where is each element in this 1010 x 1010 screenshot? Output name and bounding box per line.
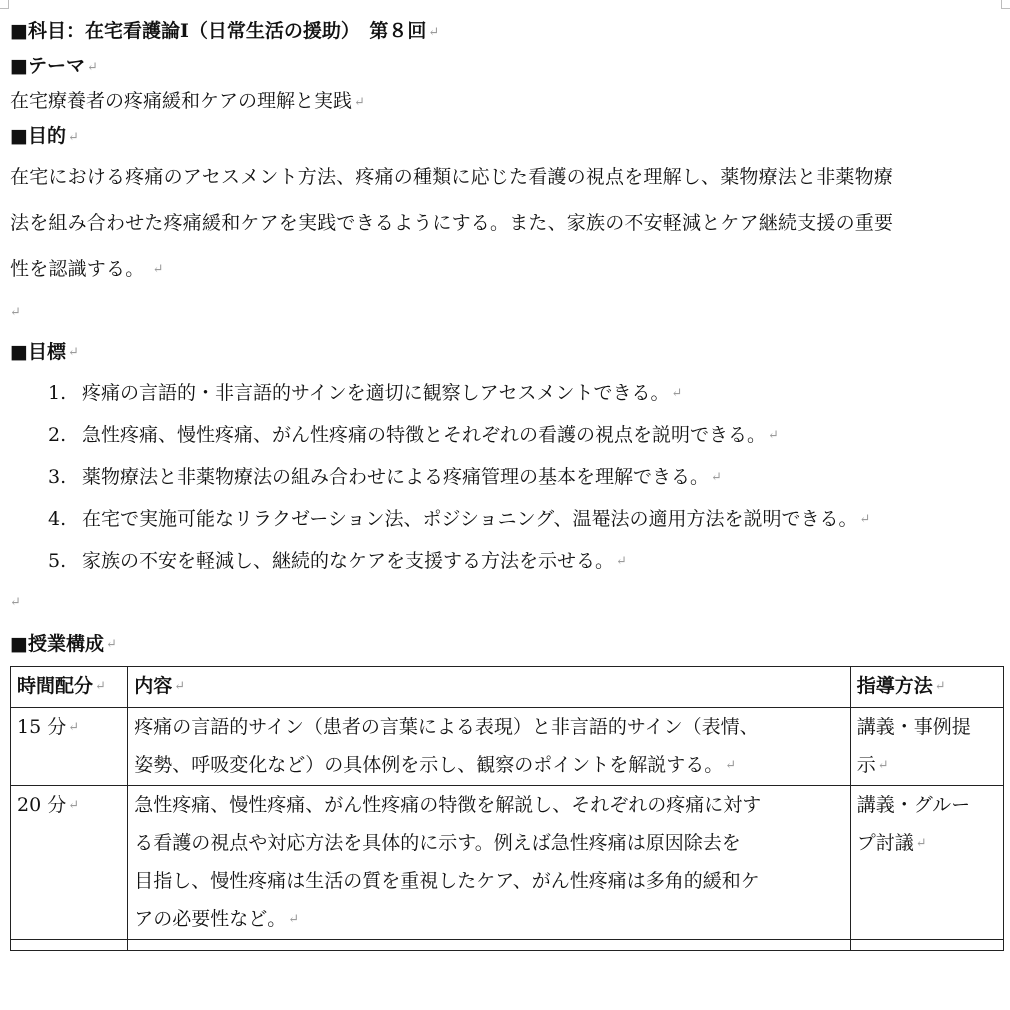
cell-method-line: 講義・事例提 — [856, 716, 971, 738]
cell-content-line: 目指し、慢性疼痛は生活の質を重視したケア、がん性疼痛は多角的緩和ケ — [134, 870, 760, 892]
cell-method-line-text: 示 — [856, 754, 876, 776]
cell-mark-icon: ↵ — [174, 679, 186, 694]
goal-item — [48, 414, 1005, 456]
paragraph-mark-icon: ↵ — [86, 59, 98, 75]
table-row — [11, 708, 1004, 786]
subject-title — [10, 14, 1005, 49]
paragraph-mark-icon: ↵ — [354, 94, 365, 110]
cell-method-line — [857, 746, 997, 785]
goal-text: 疼痛の言語的・非言語的サインを適切に観察しアセスメントできる。 — [82, 382, 670, 404]
goal-number: 2. — [48, 424, 67, 446]
purpose-line-text: 性を認識する。 — [10, 258, 145, 280]
cell-time — [11, 786, 128, 940]
empty-paragraph — [10, 582, 1005, 622]
cell-content-line — [134, 746, 843, 785]
goal-item — [48, 372, 1005, 414]
table-row — [11, 786, 1004, 940]
column-header-time-text: 時間配分 — [17, 675, 94, 697]
goal-text: 在宅で実施可能なリラクゼーション法、ポジショニング、温罨法の適用方法を説明できる。 — [82, 508, 858, 530]
page-corner-mark-left — [0, 0, 9, 9]
column-header-method-text: 指導方法 — [856, 675, 933, 697]
cell-method-line — [857, 824, 997, 863]
cell-mark-icon: ↵ — [877, 758, 889, 773]
cell-mark-icon: ↵ — [95, 679, 106, 694]
document-page — [10, 14, 1005, 951]
structure-heading — [10, 622, 1005, 666]
goal-number: 1. — [48, 382, 67, 404]
goal-item — [48, 540, 1005, 582]
paragraph-mark-icon: ↵ — [67, 129, 79, 145]
goal-text: 急性疼痛、慢性疼痛、がん性疼痛の特徴とそれぞれの看護の視点を説明できる。 — [82, 424, 767, 446]
cell-time-text: 15 分 — [17, 716, 67, 738]
cell-content-line: る看護の視点や対応方法を具体的に示す。例えば急性疼痛は原因除去を — [134, 832, 741, 854]
paragraph-mark-icon: ↵ — [10, 595, 21, 610]
cell-time — [11, 708, 128, 786]
paragraph-mark-icon: ↵ — [768, 428, 779, 443]
cell-content — [128, 786, 850, 940]
cell-content-empty — [128, 940, 850, 951]
paragraph-mark-icon: ↵ — [616, 554, 627, 569]
theme-heading-text: ■テーマ — [10, 55, 85, 77]
column-header-content — [128, 667, 850, 708]
cell-method — [850, 708, 1003, 786]
paragraph-mark-icon: ↵ — [152, 262, 164, 277]
cell-time-text: 20 分 — [17, 794, 67, 816]
goals-heading-text: ■目標 — [10, 341, 66, 363]
goals-heading — [10, 332, 1005, 372]
cell-method-empty — [850, 940, 1003, 951]
cell-mark-icon: ↵ — [725, 758, 737, 773]
paragraph-mark-icon: ↵ — [711, 470, 722, 485]
structure-heading-text: ■授業構成 — [10, 633, 104, 655]
paragraph-mark-icon: ↵ — [428, 24, 440, 40]
table-header-row — [11, 667, 1004, 708]
cell-method-line: 講義・グルー — [856, 794, 971, 816]
cell-method — [850, 786, 1003, 940]
subject-title-text: ■科目：在宅看護論Ⅰ（日常生活の援助） 第８回 — [10, 20, 427, 42]
goal-text: 薬物療法と非薬物療法の組み合わせによる疼痛管理の基本を理解できる。 — [82, 466, 710, 488]
cell-mark-icon: ↵ — [288, 912, 300, 927]
column-header-content-text: 内容 — [134, 675, 173, 697]
theme-text — [10, 84, 1005, 119]
goal-number: 3. — [48, 466, 67, 488]
goal-number: 5. — [48, 550, 67, 572]
cell-method-line-text: プ討議 — [856, 832, 914, 854]
cell-mark-icon: ↵ — [68, 720, 80, 735]
theme-text-content: 在宅療養者の疼痛緩和ケアの理解と実践 — [10, 90, 353, 112]
paragraph-mark-icon: ↵ — [859, 512, 871, 527]
empty-paragraph — [10, 292, 1005, 332]
column-header-method — [850, 667, 1003, 708]
purpose-line — [10, 246, 1005, 292]
purpose-paragraph — [10, 154, 1005, 292]
goal-item — [48, 456, 1005, 498]
purpose-line: 法を組み合わせた疼痛緩和ケアを実践できるようにする。また、家族の不安軽減とケア継続支援の重要 — [10, 212, 894, 234]
paragraph-mark-icon: ↵ — [671, 386, 683, 401]
purpose-line: 在宅における疼痛のアセスメント方法、疼痛の種類に応じた看護の視点を理解し、薬物療法と非薬物療 — [10, 166, 894, 188]
cell-time-empty — [11, 940, 128, 951]
paragraph-mark-icon: ↵ — [10, 305, 21, 320]
goals-list — [10, 372, 1005, 582]
paragraph-mark-icon: ↵ — [105, 637, 117, 652]
cell-content-line: 疼痛の言語的サイン（患者の言葉による表現）と非言語的サイン（表情、 — [134, 716, 759, 738]
class-structure-table — [10, 666, 1004, 951]
purpose-heading-text: ■目的 — [10, 125, 66, 147]
cell-mark-icon: ↵ — [915, 836, 927, 851]
goal-text: 家族の不安を軽減し、継続的なケアを支援する方法を示せる。 — [82, 550, 615, 572]
page-corner-mark-right — [1001, 0, 1010, 9]
column-header-time — [11, 667, 128, 708]
goal-number: 4. — [48, 508, 67, 530]
goal-item — [48, 498, 1005, 540]
cell-content-line-text: アの必要性など。 — [134, 908, 287, 930]
cell-content — [128, 708, 850, 786]
cell-mark-icon: ↵ — [934, 679, 946, 694]
cell-content-line: 急性疼痛、慢性疼痛、がん性疼痛の特徴を解説し、それぞれの疼痛に対す — [134, 794, 762, 816]
purpose-heading — [10, 119, 1005, 154]
theme-heading — [10, 49, 1005, 84]
cell-content-line-text: 姿勢、呼吸変化など）の具体例を示し、観察のポイントを解説する。 — [134, 754, 724, 776]
cell-mark-icon: ↵ — [68, 798, 80, 813]
paragraph-mark-icon: ↵ — [67, 345, 79, 360]
cell-content-line — [134, 900, 843, 939]
table-row-cut-off — [11, 940, 1004, 951]
